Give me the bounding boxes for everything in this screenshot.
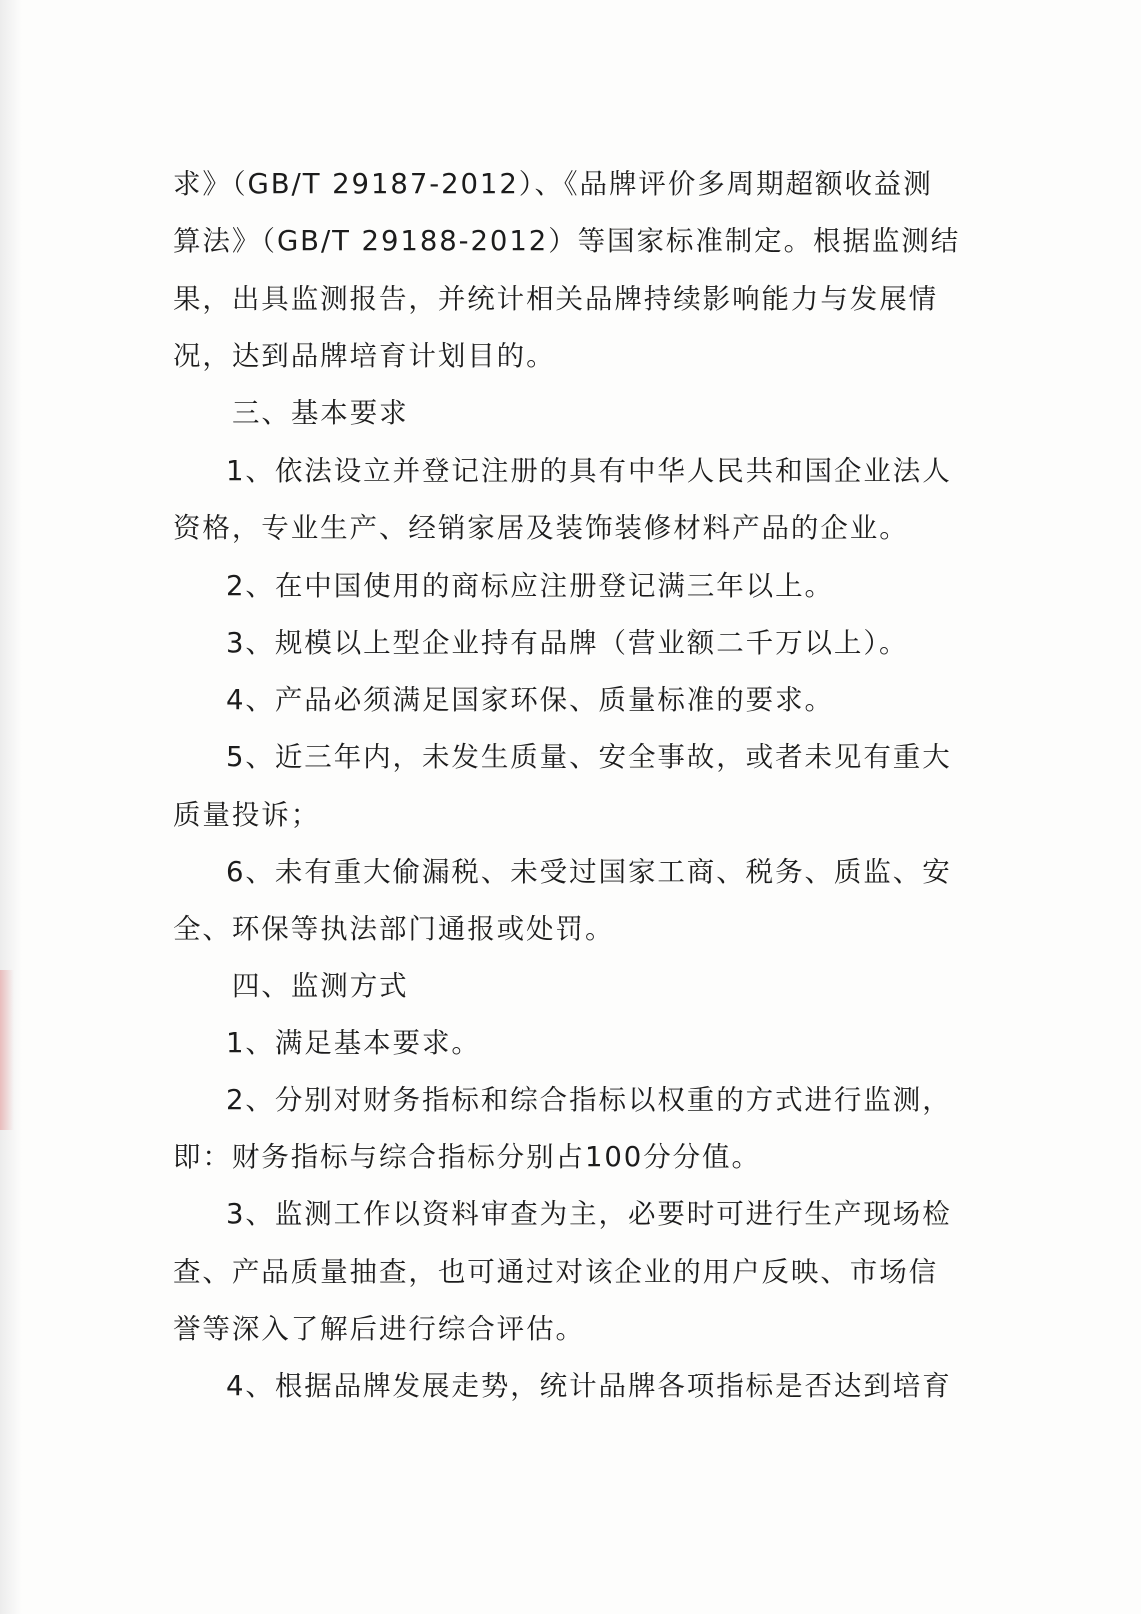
- section-heading-basic-requirements: 三、基本要求: [232, 397, 409, 429]
- list-item-4: 4、产品必须满足国家环保、质量标准的要求。: [226, 684, 834, 716]
- method-item-2-line: 即：财务指标与综合指标分别占100分分值。: [173, 1141, 761, 1173]
- scan-edge-shadow: [0, 0, 22, 1614]
- list-item-6-line: 6、未有重大偷漏税、未受过国家工商、税务、质监、安: [226, 856, 952, 888]
- method-item-4-line: 4、根据品牌发展走势，统计品牌各项指标是否达到培育: [226, 1370, 952, 1402]
- method-item-3-line: 誉等深入了解后进行综合评估。: [173, 1313, 585, 1345]
- list-item-5-line: 质量投诉；: [173, 799, 321, 831]
- method-item-1: 1、满足基本要求。: [226, 1027, 481, 1059]
- list-item-1-line: 1、依法设立并登记注册的具有中华人民共和国企业法人: [226, 455, 952, 487]
- list-item-1-line: 资格，专业生产、经销家居及装饰装修材料产品的企业。: [173, 512, 909, 544]
- paragraph-line: 况，达到品牌培育计划目的。: [173, 340, 556, 372]
- method-item-3-line: 3、监测工作以资料审查为主，必要时可进行生产现场检: [226, 1198, 952, 1230]
- method-item-3-line: 查、产品质量抽查，也可通过对该企业的用户反映、市场信: [173, 1256, 939, 1288]
- list-item-6-line: 全、环保等执法部门通报或处罚。: [173, 913, 615, 945]
- paragraph-line: 算法》（GB/T 29188-2012）等国家标准制定。根据监测结: [173, 225, 961, 257]
- seal-bleed-mark: [0, 970, 14, 1130]
- paragraph-line: 果，出具监测报告，并统计相关品牌持续影响能力与发展情: [173, 283, 939, 315]
- section-heading-monitoring-method: 四、监测方式: [232, 970, 409, 1002]
- list-item-2: 2、在中国使用的商标应注册登记满三年以上。: [226, 570, 834, 602]
- list-item-3: 3、规模以上型企业持有品牌（营业额二千万以上）。: [226, 627, 909, 659]
- list-item-5-line: 5、近三年内，未发生质量、安全事故，或者未见有重大: [226, 741, 952, 773]
- paragraph-line: 求》（GB/T 29187-2012）、《品牌评价多周期超额收益测: [173, 168, 933, 200]
- method-item-2-line: 2、分别对财务指标和综合指标以权重的方式进行监测，: [226, 1084, 952, 1116]
